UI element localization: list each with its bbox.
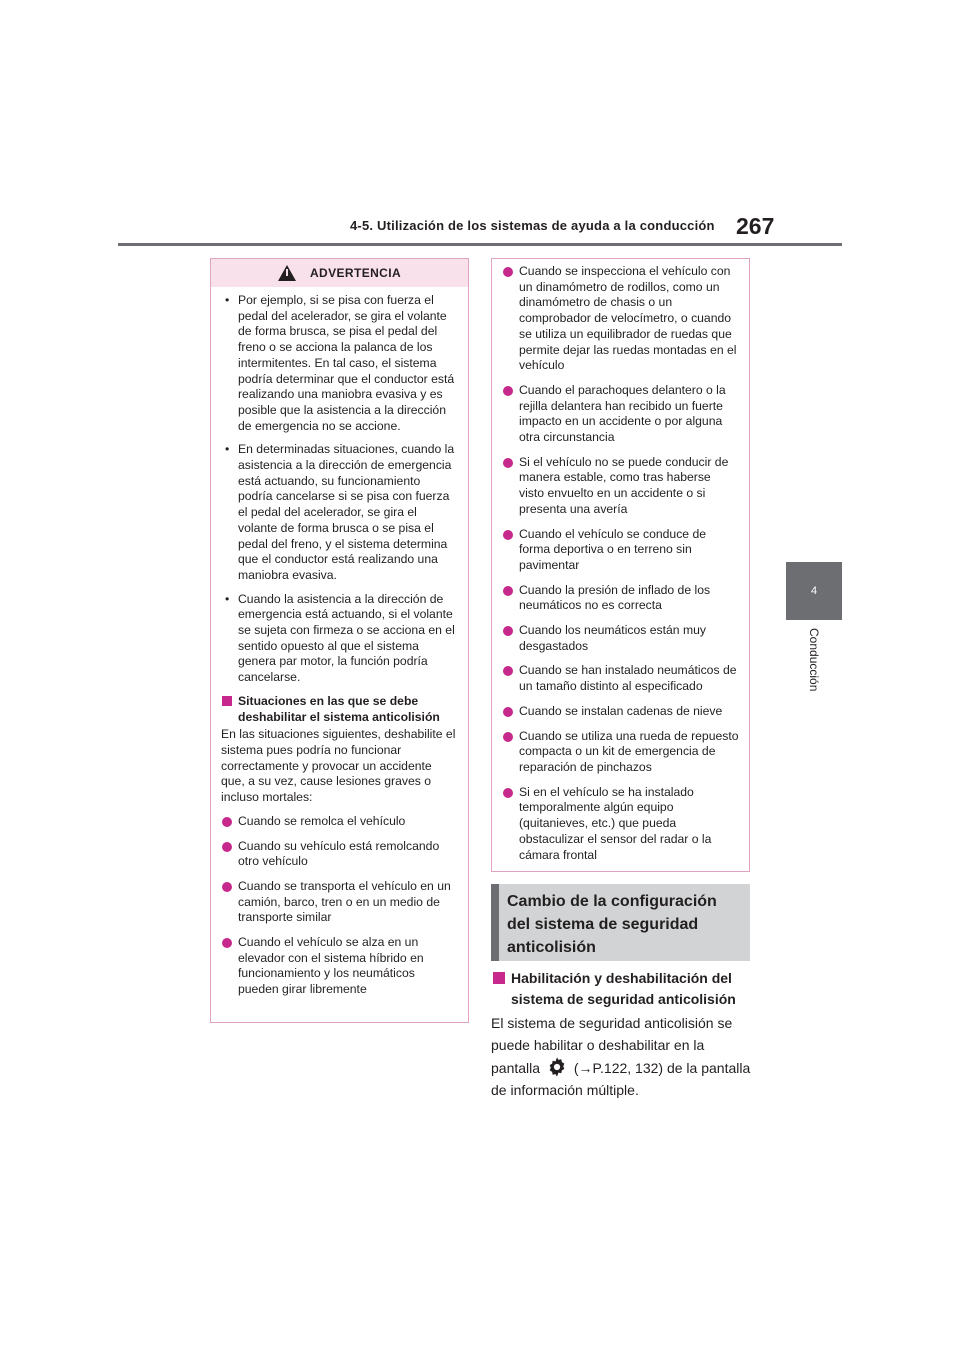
- section-title-box: [491, 884, 750, 961]
- warning-paragraph: En las situaciones siguientes, deshabilite el sistema pues podría no funcionar correctamente y provocar un accidente que, a su vez, cause lesiones graves o incluso mortales:: [221, 727, 456, 805]
- list-item: [221, 879, 458, 926]
- round-bullet-icon: [222, 817, 232, 827]
- warning-bullet: • Por ejemplo, si se pisa con fuerza el pedal del acelerador, se gira el volante de forma brusca, se pisa el pedal del freno o se acciona la palanca de los intermitentes. En tal caso, el sistema podría determinar que el conductor está realizando una maniobra evasiva y es posible que la asistencia a la dirección de emergencia no se accione.: [221, 293, 458, 434]
- round-bullet-icon: [503, 707, 513, 717]
- list-item: [502, 729, 739, 776]
- header-divider: [118, 243, 842, 246]
- round-bullet-icon: [503, 788, 513, 798]
- warning-box: [210, 258, 469, 1023]
- round-bullet-icon: [503, 458, 513, 468]
- round-bullet-icon: [503, 626, 513, 636]
- list-item: [502, 785, 739, 864]
- list-item: [502, 527, 739, 574]
- chapter-number: 4: [810, 585, 818, 597]
- chapter-label-text: Conducción: [807, 628, 821, 692]
- list-item: [502, 264, 739, 374]
- page-number: 267: [736, 213, 775, 239]
- list-item: [221, 839, 458, 870]
- list-item: [221, 814, 458, 830]
- square-bullet-icon: [222, 696, 232, 706]
- list-item-text: Si en el vehículo se ha instalado temporalmente algún equipo (quitanieves, etc.) que pueda obstaculizar el sensor del radar o la cámara frontal: [519, 784, 712, 862]
- warning-subheading: [221, 694, 458, 725]
- warning-subheading-text: Situaciones en las que se debe deshabilitar el sistema anticolisión: [238, 693, 440, 724]
- round-bullet-icon: [222, 882, 232, 892]
- list-item-text: Cuando su vehículo está remolcando otro vehículo: [238, 838, 440, 869]
- list-item-text: Cuando los neumáticos están muy desgastados: [519, 623, 706, 653]
- list-item-text: Cuando se instalan cadenas de nieve: [519, 703, 723, 718]
- round-bullet-icon: [503, 666, 513, 676]
- warning-box-continued: [491, 258, 750, 872]
- list-item: [502, 455, 739, 518]
- gear-icon: [546, 1056, 568, 1078]
- list-item-text: Cuando se han instalado neumáticos de un tamaño distinto al especificado: [519, 663, 737, 694]
- round-bullet-icon: [222, 938, 232, 948]
- list-item-text: Cuando el vehículo se conduce de forma deportiva o en terreno sin pavimentar: [519, 526, 707, 572]
- warning-box-body: [211, 287, 468, 998]
- list-item-text: Si el vehículo no se puede conducir de manera estable, como tras haberse visto envuelto en un accidente o si presenta una avería: [519, 454, 729, 516]
- list-item-text: Cuando la presión de inflado de los neumáticos no es correcta: [519, 582, 711, 613]
- warning-bullet: • Cuando la asistencia a la dirección de emergencia está actuando, si el volante se sujeta con firmeza o se acciona en el sentido opuesto al que el sistema genera par motor, la función podría cancelarse.: [221, 592, 458, 686]
- warning-bullet: • En determinadas situaciones, cuando la asistencia a la dirección de emergencia está actuando, su funcionamiento podría cancelarse si se pisa con fuerza el pedal del acelerador, se gira el volante de forma brusca o se pisa el pedal del freno, y el sistema determina que el conductor está realizando una maniobra evasiva.: [221, 442, 458, 583]
- chapter-tab: [786, 562, 842, 620]
- section-subheading: [491, 968, 753, 1010]
- list-item-text: Cuando se remolca el vehículo: [238, 813, 406, 828]
- list-item: [502, 704, 739, 720]
- section-subheading-text: Habilitación y deshabilitación del sistema de seguridad anticolisión: [511, 970, 736, 1007]
- warning-box-header: [211, 259, 468, 287]
- square-bullet-icon: [493, 972, 505, 984]
- section-header-title: 4-5. Utilización de los sistemas de ayuda a la conducción: [350, 218, 715, 233]
- list-item: [502, 623, 739, 654]
- list-item-text: Cuando se inspecciona el vehículo con un dinamómetro de rodillos, como un dinamómetro de chasis o un comprobador de velocímetro, o cuando se utiliza un equilibrador de ruedas que permite dejar las ruedas montadas en el vehículo: [519, 264, 737, 373]
- round-bullet-icon: [503, 267, 513, 277]
- chapter-label: [786, 622, 842, 712]
- list-item: [502, 383, 739, 446]
- round-bullet-icon: [503, 586, 513, 596]
- list-item-text: Cuando se transporta el vehículo en un camión, barco, tren o en un medio de transporte similar: [238, 878, 451, 925]
- list-item-text: Cuando el vehículo se alza en un elevador con el sistema híbrido en funcionamiento y los neumáticos pueden girar libremente: [238, 935, 424, 997]
- list-item-text: Cuando el parachoques delantero o la rejilla delantera han recibido un fuerte impacto en un accidente o por alguna otra circunstancia: [519, 382, 726, 445]
- warning-box-continued-body: [492, 259, 749, 863]
- body-text-before-icon: El sistema de seguridad anticolisión se puede habilitar o deshabilitar en la pantalla: [491, 1015, 733, 1076]
- body-text-after-icon: (→P.122, 132) de la pantalla de información múltiple.: [491, 1060, 751, 1098]
- section-title: Cambio de la configuración del sistema de seguridad anticolisión: [507, 893, 717, 956]
- round-bullet-icon: [503, 530, 513, 540]
- round-bullet-icon: [222, 842, 232, 852]
- round-bullet-icon: [503, 386, 513, 396]
- list-item: [502, 663, 739, 694]
- list-item: [221, 935, 458, 998]
- section-body: [491, 1012, 753, 1101]
- list-item-text: Cuando se utiliza una rueda de repuesto compacta o un kit de emergencia de reparación de pinchazos: [519, 728, 739, 774]
- round-bullet-icon: [503, 732, 513, 742]
- warning-triangle-icon: [278, 265, 296, 281]
- list-item: [502, 583, 739, 614]
- warning-title: ADVERTENCIA: [309, 266, 402, 280]
